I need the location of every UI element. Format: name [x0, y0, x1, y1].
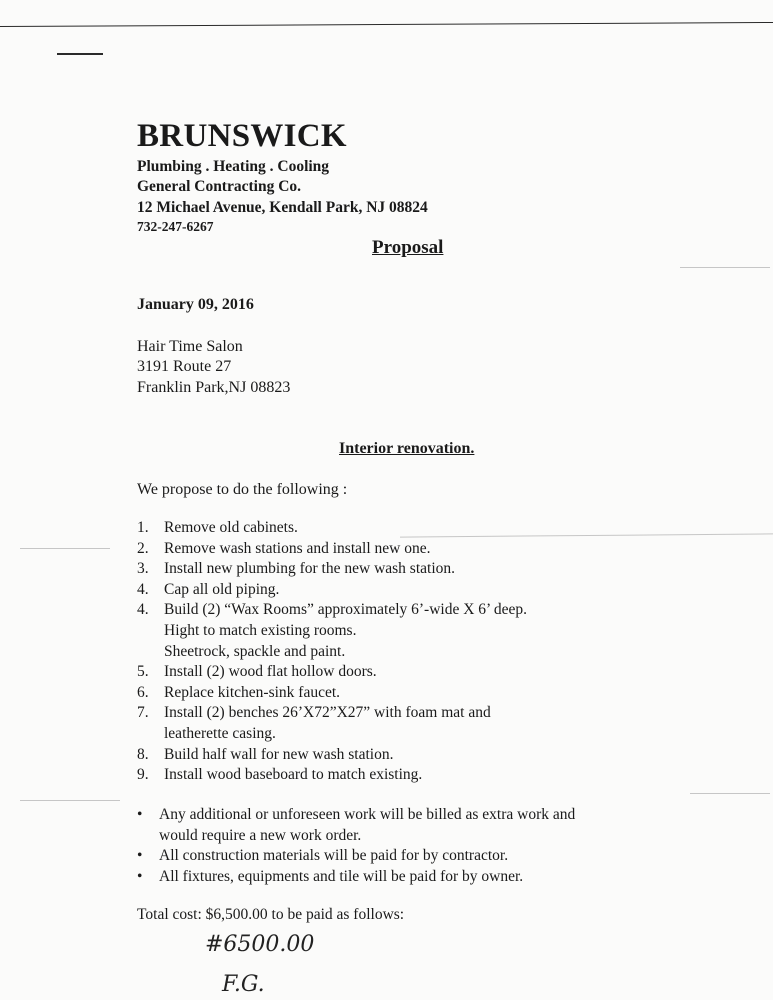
note-text: All fixtures, equipments and tile will be paid for by owner.	[159, 867, 524, 885]
note-item	[137, 867, 575, 888]
notes-list	[137, 805, 575, 887]
company-type: General Contracting Co.	[137, 178, 302, 195]
handwritten-amount: #6500.00	[205, 932, 315, 957]
work-item-text: Install (2) benches 26’X72”X27” with foam mat and	[164, 704, 491, 722]
scan-smudge	[680, 267, 770, 268]
recipient-street: 3191 Route 27	[137, 358, 232, 375]
work-item	[137, 539, 527, 560]
proposal-date: January 09, 2016	[137, 296, 254, 313]
work-item-text: Install new plumbing for the new wash station.	[164, 560, 456, 578]
total-cost-line: Total cost: $6,500.00 to be paid as follows:	[137, 906, 405, 923]
work-item-number: 5.	[137, 663, 149, 681]
handwritten-initials: F.G.	[222, 972, 265, 997]
work-item-number: 8.	[137, 745, 149, 763]
recipient-name: Hair Time Salon	[137, 338, 243, 355]
work-item-text: Remove wash stations and install new one.	[164, 539, 431, 557]
bullet-icon: •	[137, 867, 143, 885]
work-item	[137, 765, 527, 786]
work-item-number: 6.	[137, 683, 149, 701]
work-item-text: Build half wall for new wash station.	[164, 745, 394, 763]
note-text: All construction materials will be paid for by contractor.	[159, 847, 509, 865]
bullet-icon: •	[137, 806, 143, 823]
work-item-text: Cap all old piping.	[164, 580, 280, 598]
work-item-text: Install (2) wood flat hollow doors.	[164, 663, 377, 681]
work-item-number: 9.	[137, 766, 149, 784]
work-item	[137, 600, 527, 662]
work-item-text: Sheetrock, spackle and paint.	[164, 642, 346, 660]
company-name: BRUNSWICK	[137, 118, 347, 154]
scan-smudge	[20, 800, 120, 801]
work-item	[137, 518, 527, 539]
section-heading: Interior renovation.	[339, 440, 475, 457]
scan-mark	[57, 53, 103, 55]
work-item-number: 7.	[137, 704, 149, 722]
scan-edge-line	[0, 22, 773, 27]
scan-smudge	[20, 548, 110, 549]
note-item	[137, 846, 575, 867]
work-item-text: leatherette casing.	[164, 724, 276, 742]
company-address: 12 Michael Avenue, Kendall Park, NJ 08824	[137, 199, 428, 216]
work-item-text: Install wood baseboard to match existing.	[164, 766, 423, 784]
work-item-number: 4.	[137, 580, 149, 598]
work-item	[137, 683, 527, 704]
recipient-city: Franklin Park,NJ 08823	[137, 379, 291, 396]
work-items-list	[137, 518, 527, 786]
work-item	[137, 662, 527, 683]
work-item-text: Remove old cabinets.	[164, 519, 298, 536]
intro-text: We propose to do the following :	[137, 481, 348, 498]
work-item	[137, 745, 527, 766]
work-item-text: Build (2) “Wax Rooms” approximately 6’-wide X 6’ deep.	[164, 601, 528, 619]
scan-smudge	[690, 793, 770, 794]
bullet-icon: •	[137, 847, 143, 865]
work-item-text: Hight to match existing rooms.	[164, 621, 357, 639]
note-text: Any additional or unforeseen work will be billed as extra work and	[159, 806, 576, 823]
work-item-number: 3.	[137, 560, 149, 578]
work-item-number: 1.	[137, 519, 149, 536]
work-item-text: Replace kitchen-sink faucet.	[164, 683, 341, 701]
note-item	[137, 805, 575, 846]
work-item-number: 4.	[137, 601, 149, 619]
work-item	[137, 703, 527, 744]
note-text: would require a new work order.	[159, 826, 362, 844]
work-item	[137, 580, 527, 601]
document-title: Proposal	[372, 237, 444, 258]
company-phone: 732-247-6267	[137, 219, 214, 234]
work-item	[137, 559, 527, 580]
company-services: Plumbing . Heating . Cooling	[137, 158, 330, 175]
work-item-number: 2.	[137, 539, 149, 557]
